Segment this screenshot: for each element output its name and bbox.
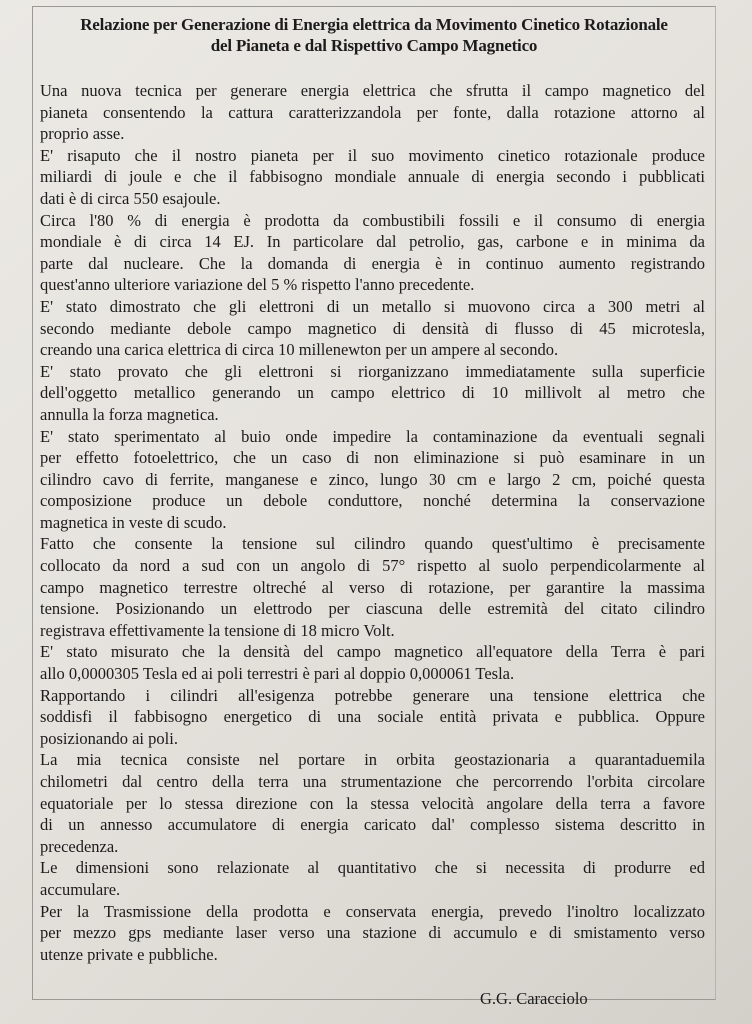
text-line: collocato da nord a sud con un angolo di 57° rispetto al suolo perpendicolarmente al bbox=[40, 556, 705, 576]
text-line: tensione. Posizionando un elettrodo per ciascuna delle estremità del citato cilindro bbox=[40, 599, 705, 619]
text-line: accumulare. bbox=[40, 879, 121, 899]
text-line: chilometri dal centro della terra una strumentazione che percorrendo l'orbita circolare bbox=[40, 772, 705, 791]
paragraph bbox=[40, 80, 705, 145]
text-line: dati è di circa 550 esajoule. bbox=[40, 188, 221, 208]
text-line: miliardi di joule e che il fabbisogno mondiale annuale di energia secondo i pubblicati bbox=[40, 167, 705, 187]
text-line: parte dal nucleare. Che la domanda di energia è in continuo aumento registrando bbox=[40, 253, 705, 273]
text-line: proprio asse. bbox=[40, 124, 125, 144]
text-line: Le dimensioni sono relazionate al quantitativo che si necessita di produrre ed bbox=[40, 858, 705, 878]
document-body bbox=[40, 80, 705, 965]
paragraph bbox=[40, 749, 705, 857]
paragraph bbox=[40, 210, 705, 296]
document-title bbox=[40, 14, 708, 56]
paragraph bbox=[40, 641, 705, 684]
text-line: Una nuova tecnica per generare energia elettrica che sfrutta il campo magnetico del bbox=[40, 81, 705, 100]
text-line: mondiale è di circa 14 EJ. In particolare dal petrolio, gas, carbone e in minima da bbox=[40, 232, 705, 252]
text-line: cilindro cavo di ferrite, manganese e zinco, lungo 30 cm e largo 2 cm, poiché questa bbox=[40, 469, 705, 489]
text-line: quest'anno ulteriore variazione del 5 % rispetto l'anno precedente. bbox=[40, 275, 475, 295]
paragraph bbox=[40, 857, 705, 900]
text-line: magnetica in veste di scudo. bbox=[40, 512, 227, 532]
text-line: Fatto che consente la tensione sul cilindro quando quest'ultimo è precisamente bbox=[40, 534, 705, 554]
text-line: pianeta consentendo la cattura caratterizzandola per fonte, dalla rotazione attorno al bbox=[40, 102, 705, 122]
text-line: posizionando ai poli. bbox=[40, 728, 178, 748]
text-line: annulla la forza magnetica. bbox=[40, 404, 219, 424]
paragraph bbox=[40, 426, 705, 534]
text-line: per mezzo gps mediante laser verso una stazione di accumulo e di smistamento verso bbox=[40, 923, 705, 943]
paragraph bbox=[40, 145, 705, 210]
signature: G.G. Caracciolo bbox=[480, 989, 588, 1008]
text-line: allo 0,0000305 Tesla ed ai poli terrestri è pari al doppio 0,000061 Tesla. bbox=[40, 664, 515, 684]
text-line: di un annesso accumulatore di energia caricato dal' complesso sistema descritto in bbox=[40, 815, 705, 835]
text-line: creando una carica elettrica di circa 10 millenewton per un ampere al secondo. bbox=[40, 340, 559, 360]
text-line: equatoriale per lo stessa direzione con la stessa velocità angolare della terra a favore bbox=[40, 793, 705, 813]
text-line: Per la Trasmissione della prodotta e conservata energia, prevedo l'inoltro localizzato bbox=[40, 901, 705, 921]
text-line: precedenza. bbox=[40, 836, 119, 856]
text-line: Rapportando i cilindri all'esigenza potrebbe generare una tensione elettrica che bbox=[40, 685, 705, 705]
paragraph bbox=[40, 296, 705, 361]
text-line: composizione produce un debole conduttore, nonché determina la conservazione bbox=[40, 491, 705, 511]
text-line: soddisfi il fabbisogno energetico di una sociale entità privata e pubblica. Oppure bbox=[40, 707, 705, 727]
paragraph bbox=[40, 361, 705, 426]
text-line: dell'oggetto metallico generando un campo elettrico di 10 millivolt al metro che bbox=[40, 383, 705, 403]
text-line: registrava effettivamente la tensione di 18 micro Volt. bbox=[40, 620, 395, 640]
text-line: secondo mediante debole campo magnetico di densità di flusso di 45 microtesla, bbox=[40, 318, 705, 338]
text-line: E' stato sperimentato al buio onde impedire la contaminazione da eventuali segnali bbox=[40, 426, 705, 446]
text-line: campo magnetico terrestre oltreché al verso di rotazione, per garantire la massima bbox=[40, 577, 705, 597]
text-line: E' stato provato che gli elettroni si riorganizzano immediatamente sulla superficie bbox=[40, 361, 705, 381]
paragraph bbox=[40, 685, 705, 750]
text-line: utenze private e pubbliche. bbox=[40, 944, 218, 964]
text-line: E' stato misurato che la densità del campo magnetico all'equatore della Terra è pari bbox=[40, 642, 705, 662]
text-line: E' stato dimostrato che gli elettroni di un metallo si muovono circa a 300 metri al bbox=[40, 296, 705, 316]
paragraph bbox=[40, 901, 705, 966]
title-line: del Pianeta e dal Rispettivo Campo Magnetico bbox=[210, 36, 538, 55]
title-line: Relazione per Generazione di Energia elettrica da Movimento Cinetico Rotazionale bbox=[80, 15, 668, 34]
text-line: per effetto fotoelettrico, che un caso di non eliminazione si può esaminare in un bbox=[40, 448, 705, 468]
paragraph bbox=[40, 533, 705, 641]
text-line: E' risaputo che il nostro pianeta per il suo movimento cinetico rotazionale produce bbox=[40, 145, 705, 165]
text-line: La mia tecnica consiste nel portare in orbita geostazionaria a quarantaduemila bbox=[40, 750, 705, 770]
text-line: Circa l'80 % di energia è prodotta da combustibili fossili e il consumo di energia bbox=[40, 210, 705, 230]
